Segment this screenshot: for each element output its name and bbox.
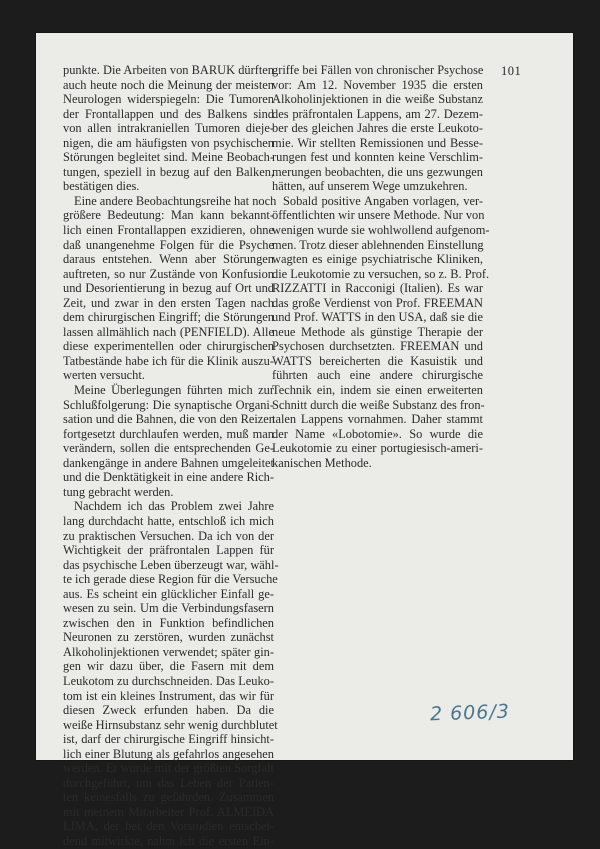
text-line: LIMA, der bei den Vorstudien entschei-: [63, 819, 274, 834]
text-line: rungen fest und konnten keine Verschlim-: [272, 150, 483, 165]
text-line: und Prof. WATTS in den USA, daß sie die: [272, 310, 483, 325]
text-line: bestätigen dies.: [63, 179, 140, 194]
text-line: Psychosen durchsetzten. FREEMAN und: [272, 339, 483, 354]
text-line: Leukotomie zu einer portugiesisch-ameri-: [272, 441, 483, 456]
text-line: mit meinem Mitarbeiter Prof. ALMEIDA: [63, 804, 274, 819]
text-line: dem chirurgischen Eingriff; die Störungen: [63, 310, 274, 325]
text-line: fortgesetzt durchlaufen werden, muß man: [63, 426, 274, 441]
text-line: Schlußfolgerung: Die synaptische Organi-: [63, 397, 274, 412]
text-line: merungen beobachten, die uns gezwungen: [272, 164, 483, 179]
text-line: Neurologen widerspiegeln: Die Tumoren: [63, 92, 274, 107]
text-line: werden. Er wurde mit der größten Sorgfalt: [63, 761, 274, 776]
text-line: Zeit, und zwar in den ersten Tagen nach: [63, 295, 274, 310]
text-line: ber des gleichen Jahres die erste Leukoto-: [272, 121, 483, 136]
text-line: ten keinesfalls zu gefährden. Zusammen: [63, 790, 274, 805]
document-page: [36, 33, 573, 848]
text-line: Eine andere Beobachtungsreihe hat noch: [74, 193, 277, 208]
text-line: der Frontallappen und des Balkens sind: [63, 106, 274, 121]
text-line: hätten, auf unserem Wege umzukehren.: [272, 179, 468, 194]
text-line: Alkoholinjektionen verwendet; später gin-: [63, 644, 274, 659]
text-line: des präfrontalen Lappens, am 27. Dezem-: [272, 106, 483, 121]
text-line: talen Lappens vornahmen. Daher stammt: [272, 412, 483, 427]
handwritten-archive-mark: 2 606/3: [429, 700, 511, 726]
page-number: 101: [501, 64, 522, 78]
text-line: Störungen begleitet sind. Meine Beobach-: [63, 150, 274, 165]
text-line: gen wir dazu über, die Fasern mit dem: [63, 659, 274, 674]
text-line: diese experimentellen oder chirurgischen: [63, 339, 274, 354]
text-line: wagten es einige psychiatrische Kliniken,: [272, 252, 483, 267]
text-line: lang durchdacht hatte, entschloß ich mich: [63, 513, 274, 528]
text-line: neue Methode als günstige Therapie der: [272, 324, 483, 339]
text-line: und die Denktätigkeit in eine andere Rich-: [63, 470, 274, 485]
text-line: Neuronen zu zerstören, wurden zunächst: [63, 630, 274, 645]
text-line: das psychische Leben überzeugt war, wähl-: [63, 557, 279, 572]
text-line: aus. Es scheint ein glücklicher Einfall ge-: [63, 586, 274, 601]
text-line: wenigen wurde sie wohlwollend aufgenom-: [272, 223, 490, 238]
text-line: weiße Hirnsubstanz sehr wenig durchblutet: [63, 717, 278, 732]
left-text-column: [63, 63, 279, 849]
text-line: te ich gerade diese Region für die Versuche: [63, 572, 278, 587]
text-line: RIZZATTI in Racconigi (Italien). Es war: [272, 281, 483, 296]
text-line: nigen, die am häufigsten von psychischen: [63, 135, 274, 150]
text-line: von allen intrakraniellen Tumoren dieje-: [63, 121, 274, 136]
text-line: WATTS bereicherten die Kasuistik und: [272, 353, 483, 368]
text-line: daraus entstehen. Wenn aber Störungen: [63, 252, 274, 267]
text-line: zu praktischen Versuchen. Da ich von der: [63, 528, 274, 543]
text-line: führten auch eine andere chirurgische: [272, 368, 483, 383]
text-line: Wichtigkeit der präfrontalen Lappen für: [63, 543, 274, 558]
text-line: Alkoholinjektionen in die weiße Substanz: [272, 92, 483, 107]
text-line: durchgeführt, um das Leben der Patien-: [63, 775, 274, 790]
text-line: Technik ein, indem sie einen erweiterten: [272, 383, 483, 398]
text-line: tung gebracht werden.: [63, 484, 174, 499]
text-line: kanischen Methode.: [272, 455, 372, 470]
text-line: und Desorientierung in bezug auf Ort und: [63, 281, 274, 296]
text-line: tom ist ein kleines Instrument, das wir für: [63, 688, 274, 703]
text-line: dend mitwirkte, nahm ich die ersten Ein-: [63, 833, 274, 848]
text-line: Sobald positive Angaben vorlagen, ver-: [283, 193, 483, 208]
text-line: öffentlichten wir unsere Methode. Nur von: [272, 208, 485, 223]
text-line: lich einer Blutung als gefahrlos angesehen: [63, 746, 274, 761]
text-line: griffe bei Fällen von chronischer Psychose: [272, 63, 484, 77]
text-line: Nachdem ich das Problem zwei Jahre: [74, 499, 274, 514]
text-line: lassen allmählich nach (PENFIELD). Alle: [63, 324, 274, 339]
text-line: lich einen Frontallappen exzidieren, ohne: [63, 223, 274, 238]
text-line: tungen, speziell in bezug auf den Balken,: [63, 164, 274, 179]
text-line: der Name «Lobotomie». So wurde die: [272, 426, 483, 441]
right-text-column: [272, 63, 490, 470]
text-line: punkte. Die Arbeiten von BARUK dürften: [63, 63, 274, 77]
text-line: verändern, sollen die entsprechenden Ge-: [63, 441, 274, 456]
text-line: Schnitt durch die weiße Substanz des fron-: [272, 397, 485, 412]
text-line: das große Verdienst von Prof. FREEMAN: [272, 295, 483, 310]
text-line: auch heute noch die Meinung der meisten: [63, 77, 274, 92]
text-line: die Leukotomie zu versuchen, so z. B. Prof.: [272, 266, 490, 281]
text-line: men. Trotz dieser ablehnenden Einstellung: [272, 237, 484, 252]
text-line: werten versucht.: [63, 368, 145, 383]
text-line: vor: Am 12. November 1935 die ersten: [272, 77, 483, 92]
text-line: größere Bedeutung: Man kann bekannt-: [63, 208, 274, 223]
text-line: sation und die Bahnen, die von den Reizen: [63, 412, 275, 427]
text-line: Tatbestände habe ich für die Klinik auszu-: [63, 353, 274, 368]
text-line: zwischen den in Funktion befindlichen: [63, 615, 274, 630]
text-line: Meine Überlegungen führten mich zur: [74, 383, 274, 398]
text-line: mie. Wir stellten Remissionen und Besse-: [272, 135, 483, 150]
text-line: ist, darf der chirurgische Eingriff hinsicht-: [63, 732, 274, 747]
text-line: Leukotom zu durchschneiden. Das Leuko-: [63, 673, 274, 688]
text-line: auftreten, so nur Zustände von Konfusion: [63, 266, 274, 281]
text-line: dankengänge in andere Bahnen umgeleitet: [63, 455, 274, 470]
text-line: daß unangenehme Folgen für die Psyche: [63, 237, 274, 252]
text-line: wesen zu sein. Um die Verbindungsfasern: [63, 601, 274, 616]
text-line: diesen Zweck erfunden haben. Da die: [63, 703, 274, 718]
